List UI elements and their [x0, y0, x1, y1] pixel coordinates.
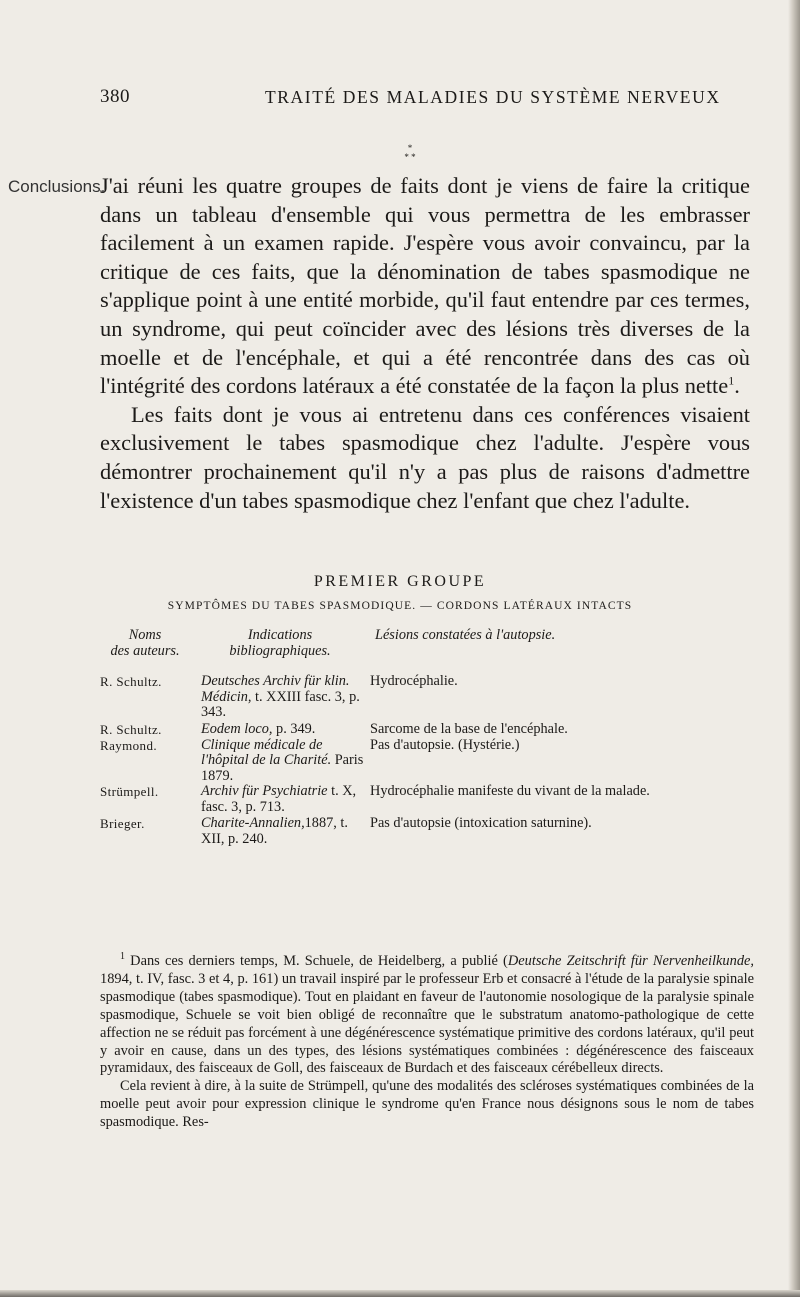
ref-title: Archiv für Psychiatrie [201, 783, 328, 799]
ref-title: Deutsches Archiv für klin. Médicin, [201, 673, 350, 705]
footnote-journal: Deutsche Zeitschrift für Nervenheilkunde, [507, 953, 755, 969]
header-authors-line2: des auteurs. [110, 642, 180, 659]
page-header [0, 86, 800, 114]
page-number: 380 [100, 86, 130, 107]
footnote-text-2: 1894, t. IV, fasc. 3 et 4, p. 161) un travail inspiré par le professeur Erb et consacré à l'étude de la paralysie spinale spasmodique (tabes spasmodique). Tout en plaidant en faveur de l'autonomie nosologique de la paralysie spinale spasmodique, Schuele se voit bien obligé de reconnaître que le substratum anatomo-pathologique de cette affection ne se réduit pas forcément à une dégénérescence systématique primitive des cordons latéraux, qu'il peut y avoir en cause, dans un des types, des lésions systématiques combinées : dégénérescence des faisceaux pyramidaux, des faisceaux de Goll, des faisceaux de Burdach et des faisceaux cérébelleux directs. [100, 970, 754, 1077]
ref-title: Clinique médicale de l'hôpital de la Charité. [201, 736, 332, 768]
bibliographic-ref [201, 722, 369, 738]
body-text [100, 172, 750, 515]
paragraph-1 [100, 172, 750, 401]
paragraph-1-end: . [734, 373, 740, 399]
section-ornament [395, 144, 425, 162]
footnote-text-1: Dans ces derniers temps, M. Schuele, de Heidelberg, a publié ( [125, 953, 508, 969]
paragraph-1-text: J'ai réuni les quatre groupes de faits dont je viens de faire la critique dans un tableau d'ensemble qui vous permettra de les embrasser facilement à un examen rapide. J'espère vous avoir convaincu, par la critique de ces faits, que la dénomination de tabes spasmodique ne s'applique point à une entité morbide, qu'il faut entendre par ces termes, un syndrome, qui peut coïncider avec des lésions très diverses de la moelle et de l'encéphale, et qui a été rencontrée dans des cas où l'intégrité des cordons latéraux a été constatée de la façon la plus nette [100, 173, 750, 399]
lesion-text: Pas d'autopsie. (Hystérie.) [370, 736, 520, 753]
header-refs-line1: Indications [247, 627, 313, 643]
footnote [100, 953, 754, 1132]
page-edge-bottom [0, 1290, 800, 1297]
header-refs-line2: bibliographiques. [229, 642, 331, 659]
lesion-text: Hydrocéphalie. [370, 673, 458, 689]
paragraph-2: Les faits dont je vous ai entretenu dans ces conférences visaient exclusivement le tabes spasmodique chez l'adulte. J'espère vous démontrer prochainement qu'il n'y a pas plus de raisons d'admettre l'existence d'un tabes spasmodique chez l'enfant que chez l'adulte. [100, 401, 750, 513]
footnote-paragraph-1 [100, 953, 754, 1078]
ref-details: t. XXIII fasc. 3, p. 343. [201, 688, 360, 720]
author-name: Raymond. [100, 737, 158, 753]
bibliographic-ref [201, 816, 369, 847]
margin-note: Conclusions. [8, 177, 106, 196]
ref-title: Eodem loco, [201, 721, 273, 737]
bibliographic-ref [201, 674, 369, 721]
section-title: PREMIER GROUPE [313, 573, 487, 590]
author-name: Strümpell. [100, 784, 159, 799]
bibliographic-ref [201, 738, 369, 785]
header-authors-line1: Noms [128, 627, 162, 643]
ref-details: Paris 1879. [201, 752, 364, 784]
bibliographic-ref [201, 784, 369, 815]
section-subtitle: SYMPTÔMES DU TABES SPASMODIQUE. — CORDONS LATÉRAUX INTACTS [167, 600, 633, 612]
header-authors [100, 628, 190, 659]
author-name: R. Schultz. [100, 674, 162, 689]
ornament-bottom: * * [404, 152, 416, 162]
ref-details: t. X, fasc. 3, p. 713. [201, 783, 357, 815]
ref-details: p. 349. [272, 721, 316, 737]
footnote-paragraph-2: Cela revient à dire, à la suite de Strümpell, qu'une des modalités des scléroses systématiques combinées de la moelle peut avoir pour expression clinique le syndrome qu'en France nous désignons sous le nom de tabes spasmodique. Res- [100, 1078, 754, 1131]
ref-details: 1887, t. XII, p. 240. [201, 815, 348, 847]
ornament-top: * [407, 143, 413, 153]
header-references [210, 628, 350, 659]
lesion-text: Pas d'autopsie (intoxication saturnine). [370, 815, 592, 831]
header-lesions: Lésions constatées à l'autopsie. [375, 627, 556, 643]
ref-title: Charite-Annalien, [201, 815, 305, 831]
lesion-text: Sarcome de la base de l'encéphale. [370, 721, 568, 737]
running-title: TRAITÉ DES MALADIES DU SYSTÈME NERVEUX [265, 87, 721, 107]
author-name: R. Schultz. [100, 722, 162, 737]
author-name: Brieger. [100, 816, 145, 831]
footnote-marker: 1 [120, 951, 125, 963]
lesion-text: Hydrocéphalie manifeste du vivant de la malade. [370, 783, 650, 799]
footnote-ref: 1 [728, 373, 735, 388]
page-edge-right [788, 0, 800, 1297]
